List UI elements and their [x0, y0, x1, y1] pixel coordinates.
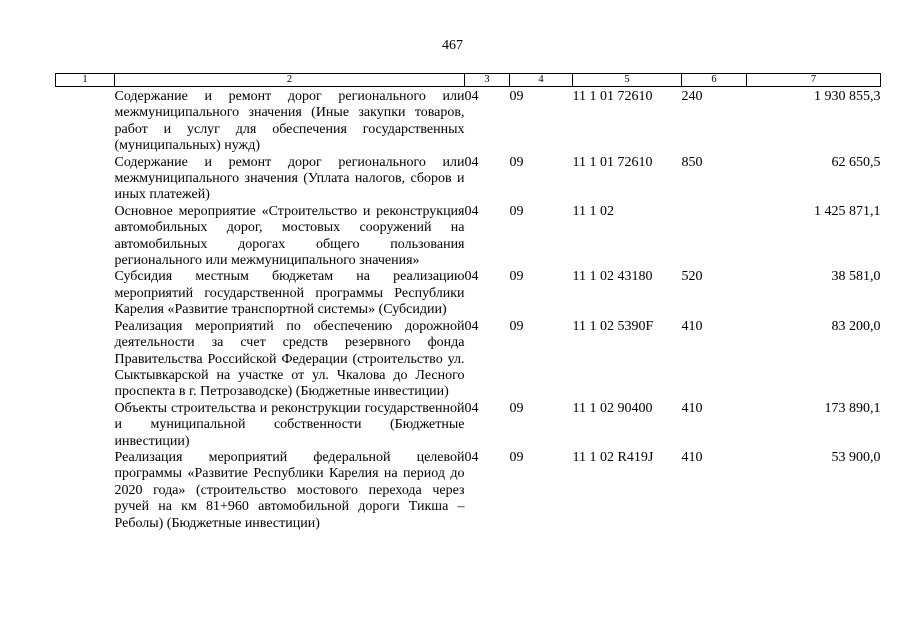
- table-row: [56, 87, 881, 155]
- subsection-code: 09: [509, 154, 524, 170]
- subsection-code: 09: [509, 269, 524, 285]
- amount: 83 200,0: [831, 318, 881, 334]
- table-row: [56, 401, 881, 450]
- subsection-code: 09: [509, 449, 524, 465]
- target-article-code: 11 1 01 72610: [572, 154, 653, 170]
- target-article-code: 11 1 02 5390F: [572, 318, 654, 334]
- section-code: 04: [464, 203, 479, 219]
- column-header: 4: [510, 74, 573, 87]
- section-code: 04: [464, 400, 479, 416]
- target-article-code: 11 1 02 90400: [572, 400, 653, 416]
- target-article-code: 11 1 01 72610: [572, 89, 653, 104]
- table-row: [56, 204, 881, 270]
- amount: 62 650,5: [831, 154, 881, 170]
- table-row: [56, 319, 881, 401]
- item-name: Содержание и ремонт дорог регионального или межмуниципального значения (Иные закупки товаров, работ и услуг для обеспечения государственных (муниципальных) нужд): [114, 89, 465, 154]
- row-number-cell: [56, 450, 115, 532]
- amount: 53 900,0: [831, 449, 881, 465]
- budget-table: [55, 73, 881, 532]
- table-row: [56, 269, 881, 318]
- amount: 1 930 855,3: [814, 89, 881, 104]
- item-name: Объекты строительства и реконструкции государственной и муниципальной собственности (Бюджетные инвестиции): [114, 400, 465, 449]
- expense-type-code: 240: [681, 89, 703, 104]
- item-name: Субсидия местным бюджетам на реализацию мероприятий государственной программы Республики Карелия «Развитие транспортной системы» (Субсидии): [114, 269, 465, 318]
- target-article-code: 11 1 02: [572, 203, 614, 219]
- expense-type-code: 410: [681, 449, 703, 465]
- row-number-cell: [56, 87, 115, 155]
- row-number-cell: [56, 401, 115, 450]
- section-code: 04: [464, 89, 479, 104]
- amount: 38 581,0: [831, 269, 881, 285]
- expense-type-code: [682, 204, 747, 270]
- expense-type-code: 520: [681, 269, 703, 285]
- expense-type-code: 410: [681, 318, 703, 334]
- section-code: 04: [464, 449, 479, 465]
- column-header: 6: [682, 74, 747, 87]
- expense-type-code: 850: [681, 154, 703, 170]
- amount: 1 425 871,1: [814, 203, 881, 219]
- section-code: 04: [464, 269, 479, 285]
- item-name: Реализация мероприятий федеральной целевой программы «Развитие Республики Карелия на период до 2020 года» (строительство мостового перехода через ручей на км 81+960 автомобильной дороги Тикша – Реболы) (Бюджетные инвестиции): [114, 449, 465, 531]
- row-number-cell: [56, 269, 115, 318]
- subsection-code: 09: [509, 400, 524, 416]
- subsection-code: 09: [509, 318, 524, 334]
- target-article-code: 11 1 02 R419J: [572, 449, 654, 465]
- expense-type-code: 410: [681, 400, 703, 416]
- section-code: 04: [464, 318, 479, 334]
- table-row: [56, 155, 881, 204]
- page-number: 467: [442, 38, 463, 53]
- column-header: 5: [573, 74, 682, 87]
- column-header: 3: [465, 74, 510, 87]
- subsection-code: 09: [509, 89, 524, 104]
- subsection-code: 09: [509, 203, 524, 219]
- column-header: 7: [747, 74, 881, 87]
- column-header: 2: [115, 74, 465, 87]
- row-number-cell: [56, 319, 115, 401]
- column-header: 1: [56, 74, 115, 87]
- table-row: [56, 450, 881, 532]
- item-name: Содержание и ремонт дорог регионального или межмуниципального значения (Уплата налогов, сборов и иных платежей): [114, 154, 465, 203]
- target-article-code: 11 1 02 43180: [572, 269, 653, 285]
- row-number-cell: [56, 155, 115, 204]
- section-code: 04: [464, 154, 479, 170]
- column-number-row: [56, 74, 881, 87]
- item-name: Реализация мероприятий по обеспечению дорожной деятельности за счет средств резервного фонда Правительства Российской Федерации (строительство ул. Сыктывкарской на участке от ул. Чкалова до Лесного проспекта в г. Петрозаводске) (Бюджетные инвестиции): [114, 318, 465, 400]
- row-number-cell: [56, 204, 115, 270]
- item-name: Основное мероприятие «Строительство и реконструкция автомобильных дорог, мостовых сооружений на автомобильных дорогах общего пользования регионального или межмуниципального значения»: [114, 203, 465, 269]
- amount: 173 890,1: [824, 400, 881, 416]
